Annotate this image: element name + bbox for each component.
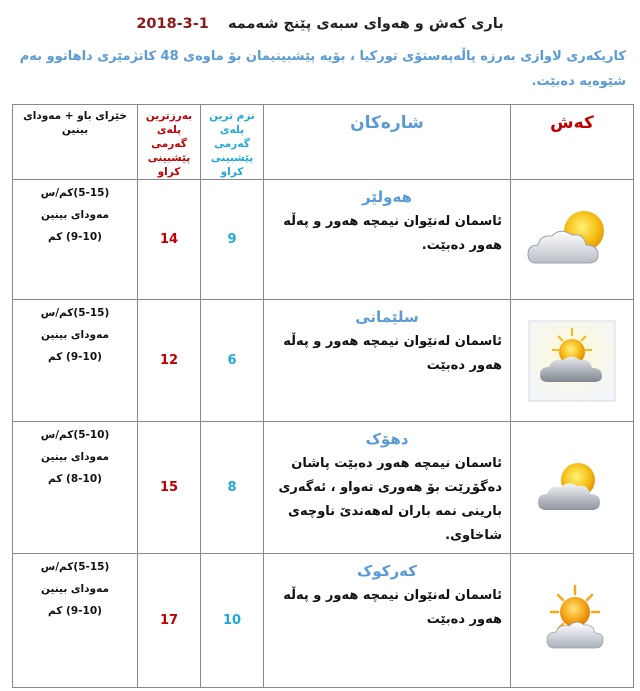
weather-icon-cell xyxy=(511,300,634,422)
min-temp-cell: 10 xyxy=(201,554,264,688)
max-temp-cell: 14 xyxy=(138,180,201,300)
weather-icon-cell xyxy=(511,554,634,688)
sun-behind-cloud-icon xyxy=(532,456,612,520)
forecast-title: باری کەش و هەوای سبەی پێنج شەممە xyxy=(227,16,504,32)
forecast-description: ئاسمان نیمچە هەور دەبێت پاشان دەگۆڕێت بۆ هەوری تەواو ، ئەگەری بارینی نمە باران لەهەندێ ناوچەی شاخاوی. xyxy=(278,456,502,543)
wind-speed: (5-10)کم/س xyxy=(40,429,110,441)
wind-speed: (5-15)کم/س xyxy=(40,561,110,573)
table-row xyxy=(13,554,634,688)
header-min-temp: نزم ترین پلەی گەرمی پێشبینی کراو xyxy=(201,105,264,180)
forecast-description: ئاسمان لەنێوان نیمچە هەور و پەڵە هەور دەبێت xyxy=(283,588,502,627)
forecast-table xyxy=(12,104,634,688)
city-name: دهۆک xyxy=(365,430,409,448)
table-header-row xyxy=(13,105,634,180)
sun-behind-cloud-icon xyxy=(528,320,616,402)
visibility-range: (9-10) کم xyxy=(48,605,102,617)
visibility-label: مەودای بینین xyxy=(41,583,109,595)
city-name: کەرکوک xyxy=(357,562,417,580)
wind-visibility-cell xyxy=(13,300,138,422)
visibility-label: مەودای بینین xyxy=(41,451,109,463)
visibility-label: مەودای بینین xyxy=(41,209,109,221)
city-cell xyxy=(264,180,511,300)
city-name: سلێمانی xyxy=(355,308,419,326)
min-temp-cell: 6 xyxy=(201,300,264,422)
visibility-range: (9-10) کم xyxy=(48,231,102,243)
header-max-temp: بەرزترین پلەی گەرمی پێشبینی کراو xyxy=(138,105,201,180)
max-temp-cell: 15 xyxy=(138,422,201,554)
wind-visibility-cell xyxy=(13,422,138,554)
visibility-label: مەودای بینین xyxy=(41,329,109,341)
min-temp-cell: 8 xyxy=(201,422,264,554)
table-row xyxy=(13,300,634,422)
forecast-description: ئاسمان لەنێوان نیمچە هەور و پەڵە هەور دەبێت. xyxy=(283,214,502,253)
wind-visibility-cell xyxy=(13,554,138,688)
sun-behind-cloud-icon xyxy=(531,582,613,660)
header-cities: شارەکان xyxy=(264,105,511,180)
forecast-intro: کاریکەری لاوازی بەرزە پاڵەپەستۆی تورکیا ، بۆیە پێشبینیمان بۆ ماوەی 48 کاتژمێری داهاتوو بەم شێوەیە دەبێت. xyxy=(19,49,626,89)
page-title xyxy=(0,16,640,32)
visibility-range: (9-10) کم xyxy=(48,351,102,363)
header-weather: کەش xyxy=(511,105,634,180)
sun-behind-cloud-icon xyxy=(522,205,622,275)
weather-icon-cell xyxy=(511,180,634,300)
table-row xyxy=(13,422,634,554)
city-cell xyxy=(264,554,511,688)
city-cell xyxy=(264,422,511,554)
max-temp-cell: 12 xyxy=(138,300,201,422)
weather-icon-cell xyxy=(511,422,634,554)
forecast-description: ئاسمان لەنێوان نیمچە هەور و پەڵە هەور دەبێت xyxy=(283,334,502,373)
wind-speed: (5-15)کم/س xyxy=(40,307,110,319)
header-wind-visibility: خێرای باو + مەودای بینین xyxy=(13,105,138,180)
city-name: هەولێر xyxy=(362,188,412,206)
visibility-range: (8-10) کم xyxy=(48,473,102,485)
table-row xyxy=(13,180,634,300)
min-temp-cell: 9 xyxy=(201,180,264,300)
forecast-date: 2018-3-1 xyxy=(136,16,209,32)
wind-visibility-cell xyxy=(13,180,138,300)
max-temp-cell: 17 xyxy=(138,554,201,688)
wind-speed: (5-15)کم/س xyxy=(40,187,110,199)
city-cell xyxy=(264,300,511,422)
